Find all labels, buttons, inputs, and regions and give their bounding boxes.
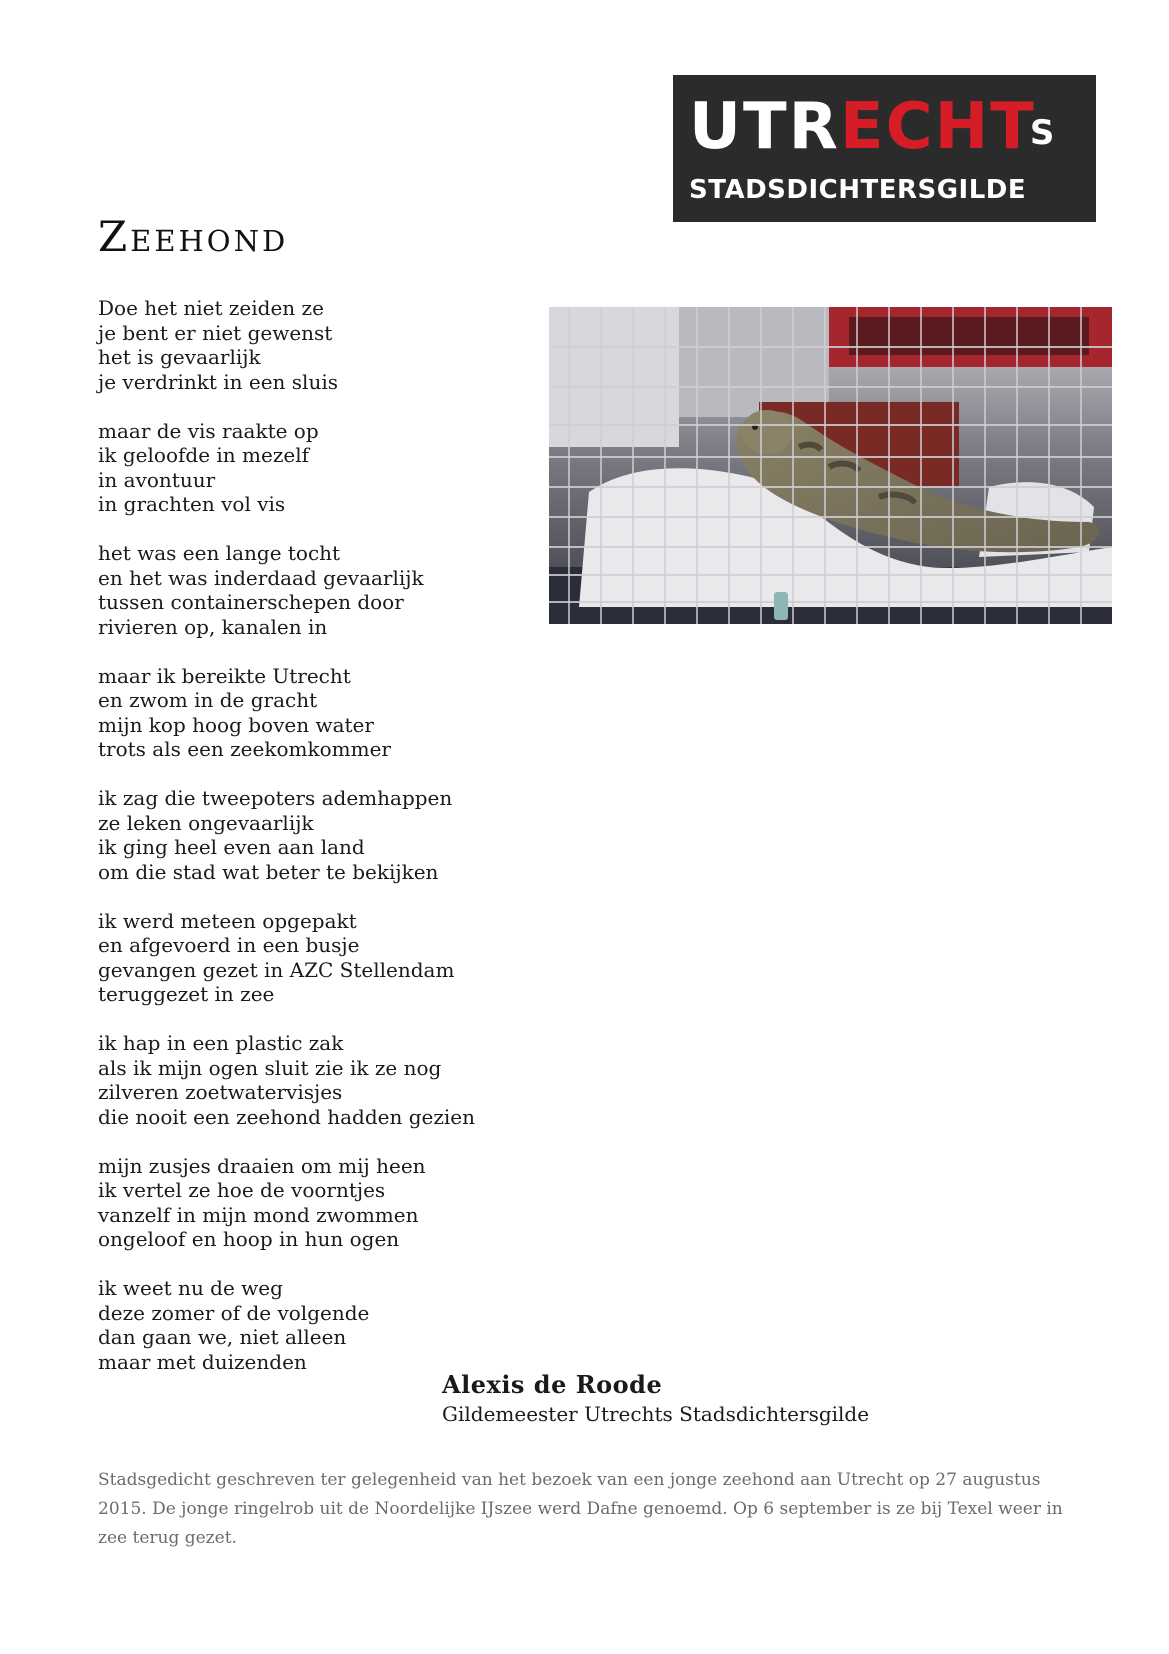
seal-photo-illustration bbox=[549, 307, 1112, 624]
poem-line: het is gevaarlijk bbox=[98, 345, 261, 369]
poem-line: en afgevoerd in een busje bbox=[98, 933, 360, 957]
seal-in-cage-photo bbox=[549, 307, 1112, 624]
utrechts-stadsdichtersgilde-logo bbox=[673, 75, 1096, 222]
poem-stanza bbox=[98, 664, 538, 762]
poem-line: trots als een zeekomkommer bbox=[98, 737, 391, 761]
poem-line: tussen containerschepen door bbox=[98, 590, 404, 614]
poem-line: maar ik bereikte Utrecht bbox=[98, 663, 351, 688]
poem-line: ik ging heel even aan land bbox=[98, 835, 365, 859]
poem-stanza bbox=[98, 1154, 538, 1252]
poem-line: mijn zusjes draaien om mij heen bbox=[98, 1153, 426, 1178]
poem-line: gevangen gezet in AZC Stellendam bbox=[98, 957, 455, 982]
poem-line: ik weet nu de weg bbox=[98, 1276, 283, 1300]
logo-wordmark bbox=[689, 89, 1056, 175]
poem-line: Doe het niet zeiden ze bbox=[98, 296, 324, 320]
poem-stanza bbox=[98, 419, 538, 517]
poem-footnote: Stadsgedicht geschreven ter gelegenheid van het bezoek van een jonge zeehond aan Utrecht op 27 augustus 2015. De jonge ringelrob uit de Noordelijke IJszee werd Dafne genoemd. Op 6 september is ze bij Texel weer in zee terug gezet. bbox=[98, 1470, 1063, 1548]
poem-line: ongeloof en hoop in hun ogen bbox=[98, 1227, 400, 1251]
poem-line: ik hap in een plastic zak bbox=[98, 1031, 344, 1055]
poem-line: in grachten vol vis bbox=[98, 492, 286, 516]
poem-line: ik vertel ze hoe de voorntjes bbox=[98, 1178, 386, 1202]
poem-line: in avontuur bbox=[98, 467, 216, 492]
poem-line: ik geloofde in mezelf bbox=[98, 443, 309, 467]
poem-line: maar de vis raakte op bbox=[98, 418, 319, 443]
poem-line: ik werd meteen opgepakt bbox=[98, 908, 357, 933]
logo-word-white: UTR bbox=[689, 90, 840, 164]
poem-stanza bbox=[98, 296, 538, 394]
poem-line: ik zag die tweepoters ademhappen bbox=[98, 786, 453, 810]
poem-line: ze leken ongevaarlijk bbox=[98, 810, 314, 835]
logo-small-s: S bbox=[1029, 113, 1057, 153]
logo-word-red-end: T bbox=[990, 90, 1036, 164]
poem-line: en het was inderdaad gevaarlijk bbox=[98, 565, 424, 590]
poem-line: je verdrinkt in een sluis bbox=[98, 369, 338, 394]
poem-line: die nooit een zeehond hadden gezien bbox=[98, 1104, 476, 1129]
poem-body bbox=[98, 296, 538, 1399]
poem-title: Zeehond bbox=[98, 212, 289, 261]
poem-line: rivieren op, kanalen in bbox=[98, 614, 328, 639]
logo-word-red: ECH bbox=[839, 90, 991, 164]
poem-line: zilveren zoetwatervisjes bbox=[98, 1080, 343, 1104]
poem-stanza bbox=[98, 541, 538, 639]
poem-stanza bbox=[98, 909, 538, 1007]
poem-line: deze zomer of de volgende bbox=[98, 1300, 370, 1325]
poem-line: als ik mijn ogen sluit zie ik ze nog bbox=[98, 1055, 442, 1080]
poem-line: je bent er niet gewenst bbox=[98, 320, 333, 345]
author-role: Gildemeester Utrechts Stadsdichtersgilde bbox=[442, 1402, 870, 1426]
logo-subtitle: STADSDICHTERSGILDE bbox=[689, 175, 1027, 205]
poem-line: dan gaan we, niet alleen bbox=[98, 1325, 347, 1349]
poem-line: vanzelf in mijn mond zwommen bbox=[98, 1202, 419, 1227]
poem-line: teruggezet in zee bbox=[98, 982, 275, 1006]
poem-line: het was een lange tocht bbox=[98, 541, 341, 565]
poem-stanza bbox=[98, 786, 538, 884]
poem-line: maar met duizenden bbox=[98, 1349, 307, 1374]
poem-stanza bbox=[98, 1276, 538, 1374]
poem-line: mijn kop hoog boven water bbox=[98, 712, 374, 737]
poem-stanza bbox=[98, 1031, 538, 1129]
author-name: Alexis de Roode bbox=[442, 1370, 663, 1399]
poem-line: om die stad wat beter te bekijken bbox=[98, 859, 439, 884]
poem-line: en zwom in de gracht bbox=[98, 688, 318, 712]
